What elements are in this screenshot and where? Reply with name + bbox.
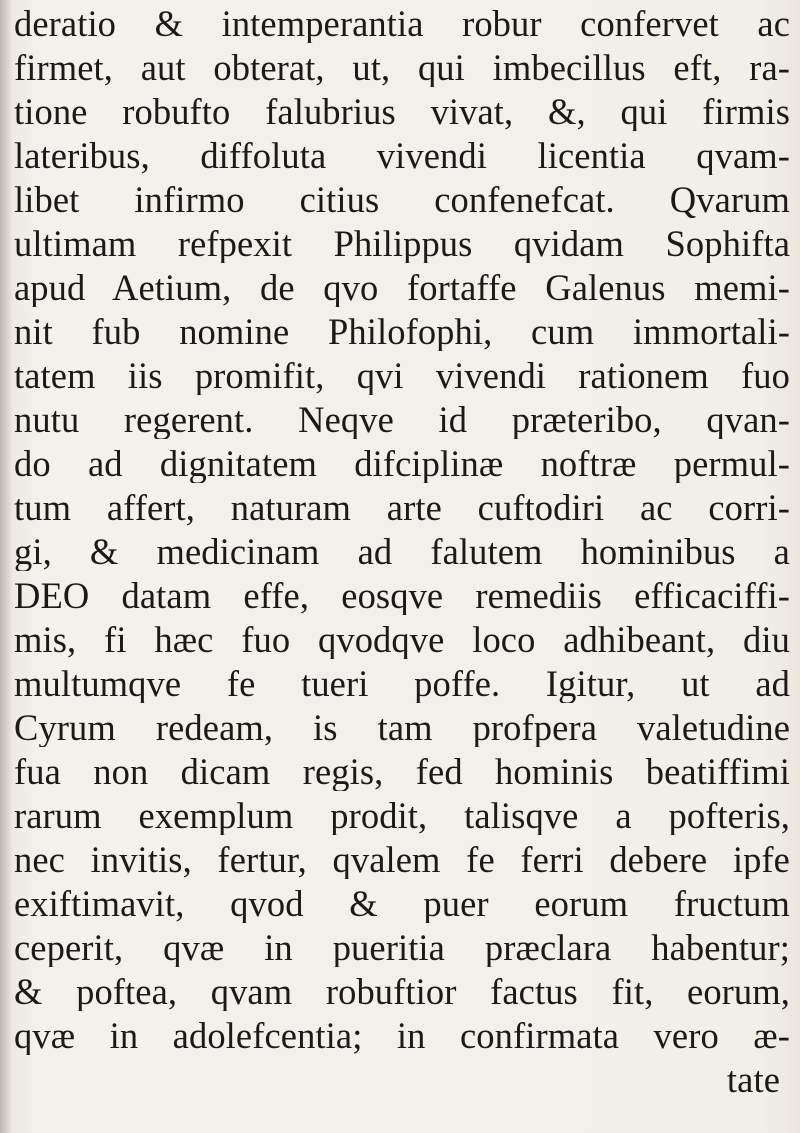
text-line: multumqve fe tueri poffe. Igitur, ut ad: [14, 665, 790, 703]
text-line: Cyrum redeam, is tam profpera valetudine: [14, 709, 790, 747]
text-line: nit fub nomine Philofophi, cum immortali-: [14, 313, 790, 351]
text-line: ultimam refpexit Philippus qvidam Sophifta: [14, 225, 790, 263]
text-line: do ad dignitatem difciplinӕ noftrӕ permul-: [14, 445, 790, 483]
text-line: qvӕ in adolefcentia; in confirmata vero ӕ-: [14, 1017, 790, 1055]
text-line: apud Aetium, de qvo fortaffe Galenus memi-: [14, 269, 790, 307]
catchword: tate: [726, 1061, 780, 1099]
text-line: & poftea, qvam robuftior factus fit, eorum,: [14, 973, 790, 1011]
text-line: rarum exemplum prodit, talisqve a pofteris,: [14, 797, 790, 835]
text-line: tione robufto falubrius vivat, &, qui firmis: [14, 93, 790, 131]
text-line: DEO datam effe, eosqve remediis efficaciffi-: [14, 577, 790, 615]
text-line: mis, fi hӕc fuo qvodqve loco adhibeant, diu: [14, 621, 790, 659]
text-line: nutu regerent. Neqve id prӕteribo, qvan-: [14, 401, 790, 439]
text-line: tatem iis promifit, qvi vivendi rationem fuo: [14, 357, 790, 395]
text-line: firmet, aut obterat, ut, qui imbecillus eft, ra-: [14, 49, 790, 87]
text-line: deratio & intemperantia robur confervet ac: [14, 5, 790, 43]
text-line: exiftimavit, qvod & puer eorum fructum: [14, 885, 790, 923]
text-line: lateribus, diffoluta vivendi licentia qvam-: [14, 137, 790, 175]
text-line: nec invitis, fertur, qvalem fe ferri debere ipfe: [14, 841, 790, 879]
text-line: libet infirmo citius confenefcat. Qvarum: [14, 181, 790, 219]
text-line: gi, & medicinam ad falutem hominibus a: [14, 533, 790, 571]
text-line: fua non dicam regis, fed hominis beatiffimi: [14, 753, 790, 791]
text-line: ceperit, qvӕ in pueritia prӕclara habentur;: [14, 929, 790, 967]
text-line: tum affert, naturam arte cuftodiri ac corri-: [14, 489, 790, 527]
